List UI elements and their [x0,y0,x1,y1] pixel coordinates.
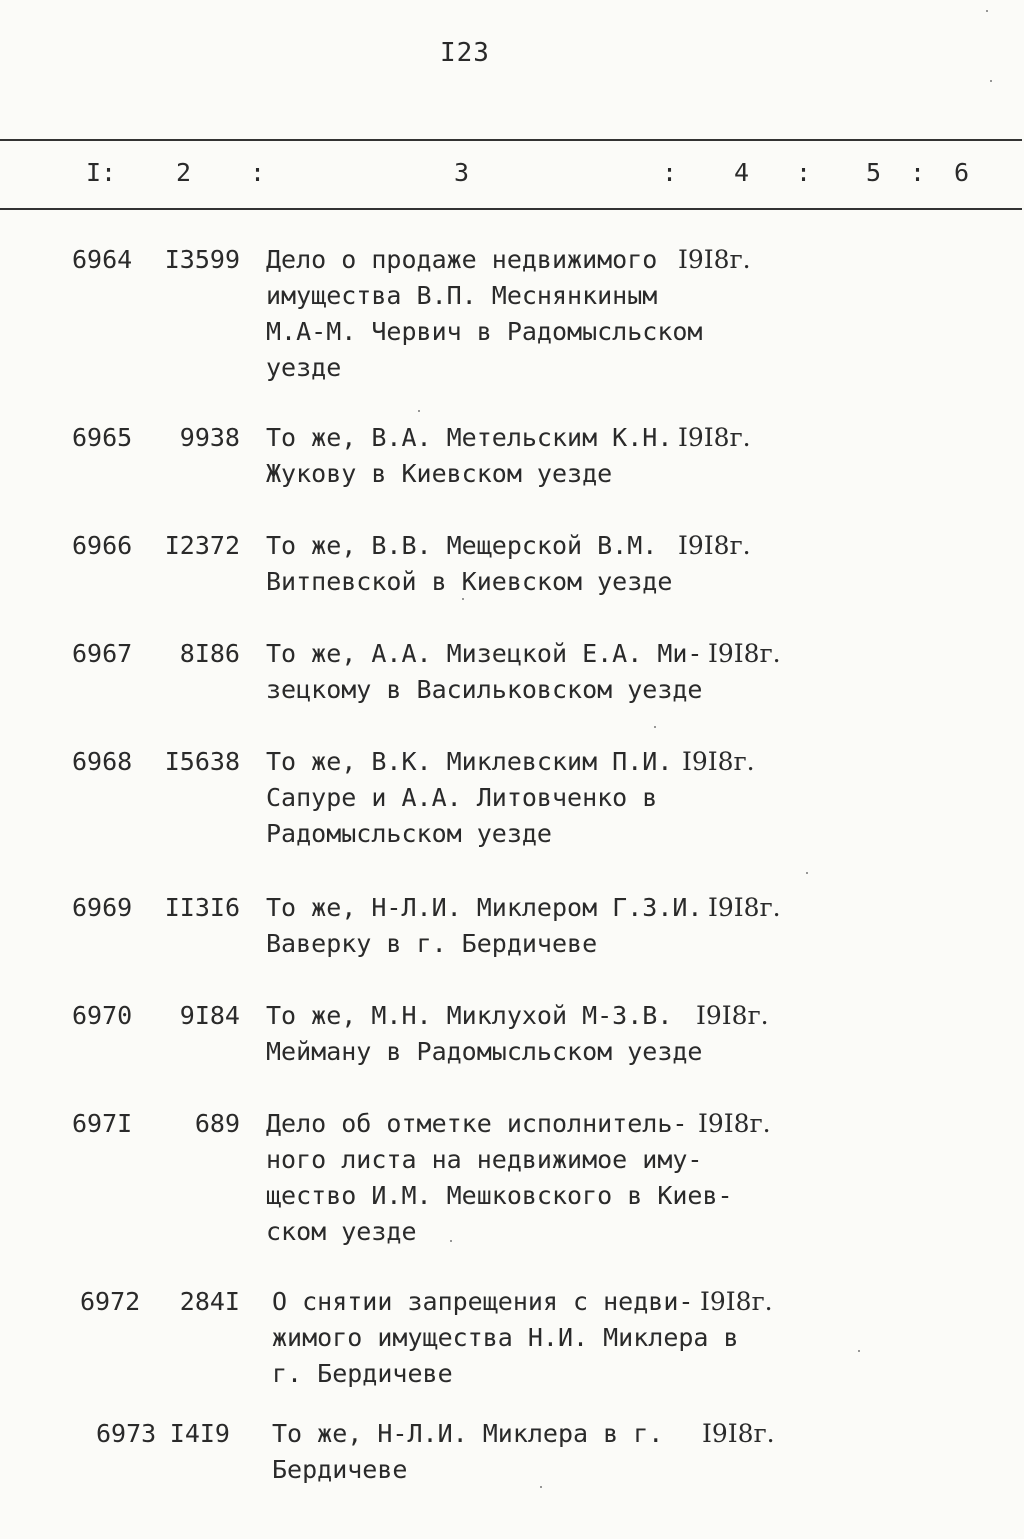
item-number: 6969 [72,893,133,922]
description-line: зецкому в Васильковском уезде [266,675,703,704]
scan-speck [654,726,656,728]
scan-speck [858,1350,860,1352]
scan-speck [986,10,988,12]
old-number: I5638 [164,747,240,776]
column-header-5: 5 [866,158,882,187]
scan-speck [540,1486,542,1488]
description-line: Жукову в Киевском уезде [266,459,613,488]
item-number: 6967 [72,639,133,668]
description-line: Сапуре и А.А. Литовченко в [266,783,658,812]
column-separator: : [250,158,266,187]
item-description [266,744,676,852]
item-number: 697I [72,1109,133,1138]
item-description [266,890,703,962]
description-line: То же, А.А. Мизецкой Е.А. Ми- [266,639,703,668]
old-number: II3I6 [164,893,240,922]
description-line: уезде [266,353,342,382]
item-year: I9I8г. [702,1419,775,1448]
page-number: I23 [440,38,490,68]
item-year: I9I8г. [698,1109,771,1138]
description-line: То же, В.К. Миклевским П.И. [266,747,673,776]
item-number: 6964 [72,245,133,274]
scan-speck [462,598,464,600]
item-number: 6970 [72,1001,133,1030]
description-line: имущества В.П. Меснянкиным [266,281,658,310]
column-separator: : [796,158,812,187]
description-line: Витпевской в Киевском уезде [266,567,673,596]
item-number: 6966 [72,531,133,560]
column-separator: : [910,158,926,187]
header-bottom-rule [0,208,1022,210]
description-line: ного листа на недвижимое иму- [266,1145,703,1174]
item-description [266,528,676,600]
item-number: 6973 [96,1419,157,1448]
old-number: 689 [194,1109,240,1138]
description-line: М.А-М. Червич в Радомысльском [266,317,703,346]
old-number: I3599 [164,245,240,274]
description-line: Мейману в Радомысльском уезде [266,1037,703,1066]
column-header-6: 6 [954,158,970,187]
scan-speck [418,410,420,412]
old-number: 8I86 [179,639,240,668]
item-year: I9I8г. [678,531,751,560]
item-year: I9I8г. [696,1001,769,1030]
column-header-2: 2 [176,158,192,187]
description-line: О снятии запрещения с недви- [272,1287,694,1316]
old-number: I4I9 [169,1419,230,1448]
scan-speck [806,872,808,874]
description-line: ском уезде [266,1217,417,1246]
column-separator: : [662,158,678,187]
header-top-rule [0,139,1022,141]
scan-speck [990,80,992,82]
item-description [272,1416,682,1488]
description-line: Ваверку в г. Бердичеве [266,929,598,958]
column-header-4: 4 [734,158,750,187]
item-description [266,1106,733,1250]
description-line: щество И.М. Мешковского в Киев- [266,1181,733,1210]
description-line: Бердичеве [272,1455,408,1484]
description-line: Дело об отметке исполнитель- [266,1109,688,1138]
item-number: 6968 [72,747,133,776]
description-line: То же, Н-Л.И. Миклером Г.З.И. [266,893,703,922]
item-year: I9I8г. [678,423,751,452]
old-number: I2372 [164,531,240,560]
description-line: То же, Н-Л.И. Миклера в г. [272,1419,664,1448]
scan-speck [450,1240,452,1242]
item-number: 6965 [72,423,133,452]
column-header-3: 3 [454,158,470,187]
description-line: жимого имущества Н.И. Миклера в [272,1323,739,1352]
item-description [266,636,703,708]
item-description [266,242,703,386]
item-description [266,420,676,492]
column-header-1: I: [86,158,117,187]
item-year: I9I8г. [682,747,755,776]
description-line: То же, В.А. Метельским К.Н. [266,423,673,452]
description-line: Радомысльском уезде [266,819,552,848]
description-line: То же, В.В. Мещерской В.М. [266,531,658,560]
item-year: I9I8г. [678,245,751,274]
description-line: То же, М.Н. Миклухой М-З.В. [266,1001,673,1030]
description-line: г. Бердичеве [272,1359,453,1388]
old-number: 284I [179,1287,240,1316]
item-number: 6972 [80,1287,141,1316]
item-year: I9I8г. [700,1287,773,1316]
old-number: 9I84 [179,1001,240,1030]
item-year: I9I8г. [708,893,781,922]
description-line: Дело о продаже недвижимого [266,245,658,274]
item-description [266,998,703,1070]
old-number: 9938 [179,423,240,452]
item-year: I9I8г. [708,639,781,668]
